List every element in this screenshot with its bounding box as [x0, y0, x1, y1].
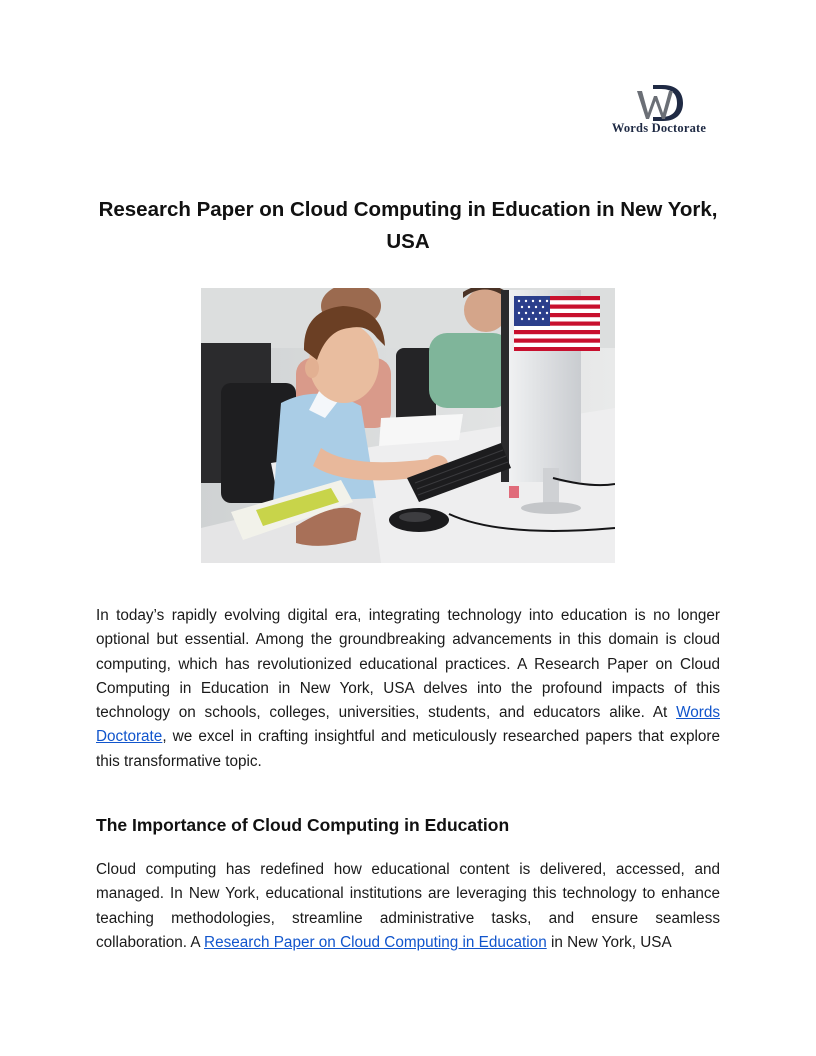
- section-text-before: Cloud computing has redefined how educational content is delivered, accessed, and managed. In New York, educational institutions are leveraging this technology to enhance teaching methodologies, streamline administrative tasks, and ensure seamless collaboration. A: [96, 861, 720, 951]
- page-title: Research Paper on Cloud Computing in Education in New York, USA: [98, 198, 718, 253]
- classroom-illustration: [201, 288, 615, 563]
- logo-text: Words Doctorate: [611, 121, 707, 135]
- us-flag-icon: [514, 296, 600, 351]
- logo-monogram-icon: [633, 82, 685, 124]
- brand-logo: [604, 82, 714, 138]
- section-text-after: in New York, USA: [546, 933, 672, 951]
- section-heading: The Importance of Cloud Computing in Education: [96, 815, 510, 835]
- intro-text-after: , we excel in crafting insightful and meticulously researched papers that explore this transformative topic.: [96, 728, 720, 770]
- section-paragraph: [96, 858, 720, 955]
- words-doctorate-link[interactable]: Words Doctorate: [96, 704, 720, 746]
- research-paper-link[interactable]: Research Paper on Cloud Computing in Education: [204, 933, 547, 951]
- hero-image: [201, 288, 615, 563]
- intro-paragraph: [96, 604, 720, 774]
- intro-text-before: In today’s rapidly evolving digital era, integrating technology into education is no longer optional but essential. Among the groundbreaking advancements in this domain is cloud computing, which has revolutionized educational practices. A Research Paper on Cloud Computing in Education in New York, USA delves into the profound impacts of this technology on schools, colleges, universities, students, and educators alike. At: [96, 607, 720, 722]
